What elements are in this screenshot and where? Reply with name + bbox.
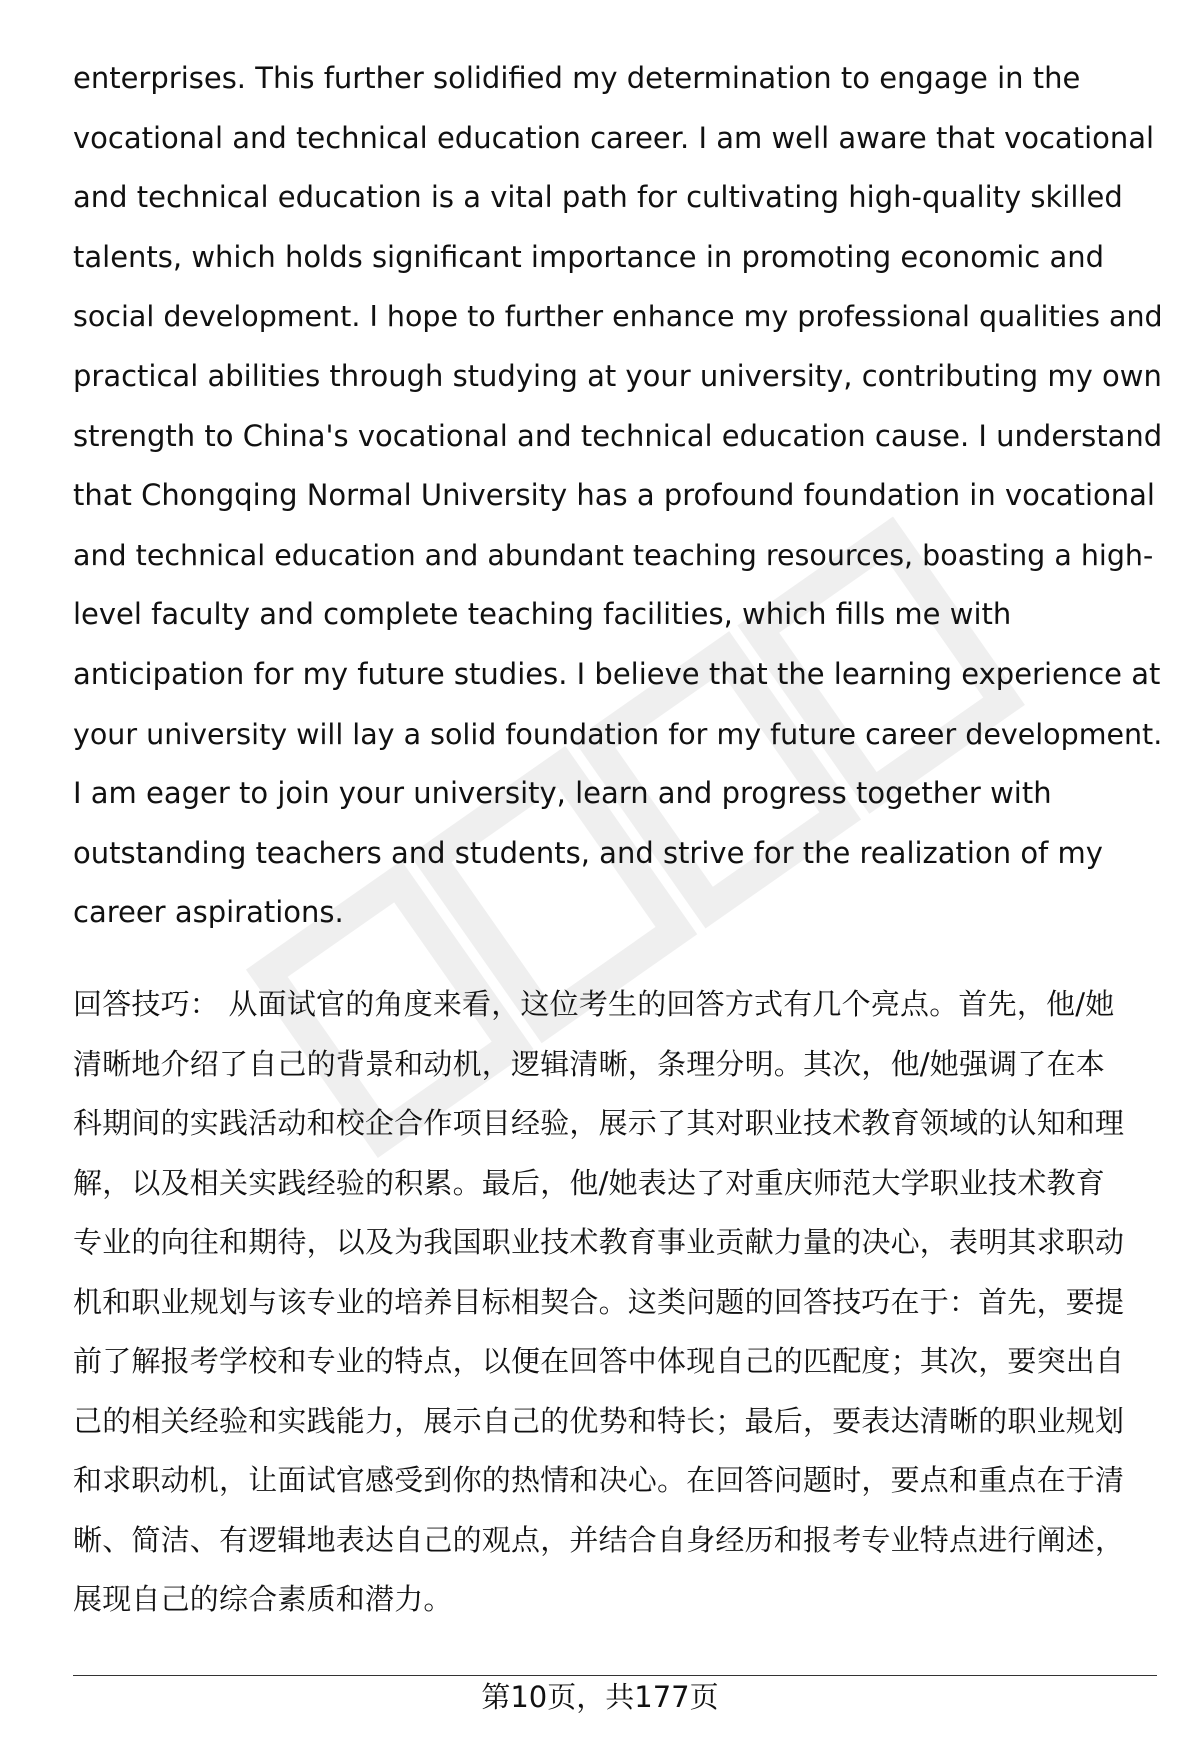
- tips-line: 前了解报考学校和专业的特点，以便在回答中体现自己的匹配度；其次，要突出自: [73, 1344, 1125, 1378]
- answer-line: I am eager to join your university, learn and progress together with: [73, 776, 1052, 811]
- tips-line: 晰、简洁、有逻辑地表达自己的观点，并结合自身经历和报考专业特点进行阐述，: [73, 1522, 1125, 1557]
- tips-line: 和求职动机，让面试官感受到你的热情和决心。在回答问题时，要点和重点在于清: [73, 1463, 1125, 1497]
- tips-line: 机和职业规划与该专业的培养目标相契合。这类问题的回答技巧在于：首先，要提: [73, 1284, 1125, 1319]
- answer-line: and technical education and abundant teaching resources, boasting a high-: [73, 538, 1154, 572]
- answer-line: enterprises. This further solidified my determination to engage in the: [73, 61, 1081, 95]
- answer-paragraph: [73, 49, 1163, 943]
- answer-line: career aspirations.: [73, 895, 344, 930]
- tips-line: 回答技巧： 从面试官的角度来看，这位考生的回答方式有几个亮点。首先，他/她: [73, 987, 1115, 1021]
- answer-line: strength to China's vocational and technical education cause. I understand: [73, 418, 1163, 453]
- answer-line: that Chongqing Normal University has a profound foundation in vocational: [73, 478, 1155, 513]
- answer-line: vocational and technical education career. I am well aware that vocational: [73, 120, 1155, 155]
- answer-line: and technical education is a vital path for cultivating high-quality skilled: [73, 180, 1123, 215]
- answer-tips-paragraph: [73, 975, 1163, 1630]
- answer-line: practical abilities through studying at your university, contributing my own: [73, 358, 1162, 393]
- answer-line: social development. I hope to further enhance my professional qualities and: [73, 300, 1163, 334]
- tips-line: 专业的向往和期待，以及为我国职业技术教育事业贡献力量的决心，表明其求职动: [73, 1225, 1125, 1259]
- answer-line: talents, which holds significant importance in promoting economic and: [73, 239, 1105, 274]
- answer-line: level faculty and complete teaching facilities, which fills me with: [73, 597, 1012, 632]
- page-number: 第10页，共177页: [481, 1680, 719, 1714]
- tips-line: 己的相关经验和实践能力，展示自己的优势和特长；最后，要表达清晰的职业规划: [73, 1403, 1125, 1438]
- tips-line: 科期间的实践活动和校企合作项目经验，展示了其对职业技术教育领域的认知和理: [73, 1106, 1125, 1140]
- tips-line: 解，以及相关实践经验的积累。最后，他/她表达了对重庆师范大学职业技术教育: [73, 1165, 1105, 1200]
- answer-line: anticipation for my future studies. I believe that the learning experience at: [73, 656, 1161, 691]
- answer-line: outstanding teachers and students, and strive for the realization of my: [73, 835, 1103, 870]
- footer-divider: [73, 1675, 1157, 1676]
- tips-line: 展现自己的综合素质和潜力。: [73, 1582, 453, 1616]
- tips-line: 清晰地介绍了自己的背景和动机，逻辑清晰，条理分明。其次，他/她强调了在本: [73, 1046, 1105, 1081]
- answer-line: your university will lay a solid foundation for my future career development.: [73, 717, 1163, 751]
